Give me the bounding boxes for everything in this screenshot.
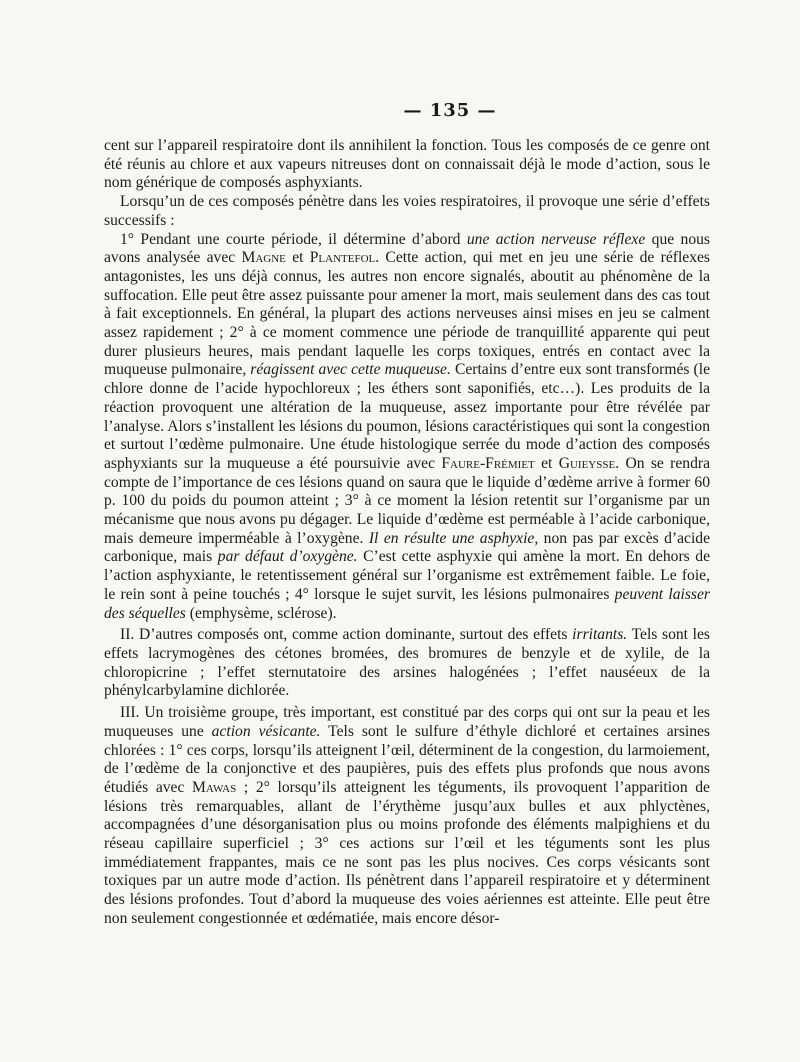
text-segment: cent sur l’appareil respiratoire dont ils annihilent la fonction. Tous les composés de ce genre ont été réunis au chlore et aux vapeurs nitreuses dont on connaissait déjà le mode d’action, sous le nom générique de composés asphyxiants. <box>104 137 710 192</box>
body-text <box>104 137 710 929</box>
paragraph-4 <box>104 626 710 701</box>
italic-text: Il en résulte une asphyxie, <box>368 529 539 547</box>
italic-text: irritants. <box>572 626 628 644</box>
text-segment: C’est cette asphyxie qui amène la mort. En dehors de l’action asphyxiante, le retentissement général sur l’organisme est extrêmement faible. Le foie, le rein sont à peine touchés ; 4° lorsque le sujet survit, les lésions pulmonaires <box>104 548 711 603</box>
paragraph-5 <box>104 704 710 928</box>
text-segment: Tels sont les effets lacrymogènes des cétones bromées, des bromures de benzyle et de xylile, de la chloropicrine ; l’effet sternutatoire des arsines halogénées ; l’effet nauséeux de la phénylcarbylamine dichlorée. <box>104 626 711 700</box>
text-segment: non pas par excès d’acide carbonique, mais <box>104 529 711 566</box>
text-segment: et <box>285 249 310 267</box>
text-segment: que nous avons analysée avec <box>104 230 710 267</box>
author-name: Guieysse <box>558 454 616 472</box>
italic-text: une action nerveuse réflexe <box>466 230 646 248</box>
text-segment: Lorsqu’un de ces composés pénètre dans les voies respiratoires, il provoque une série d’effets successifs : <box>104 193 710 229</box>
italic-text: par défaut d’oxygène. <box>217 548 358 566</box>
text-segment: III. Un troisième groupe, très important, est constitué par des corps qui ont sur la peau et les muqueuses une <box>104 704 710 740</box>
italic-text: peuvent laisser des séquelles <box>104 585 710 622</box>
text-segment: Certains d’entre eux sont transformés (le chlore donne de l’acide hypochloreux ; les éthers sont saponifiés, etc…). Les produits de la réaction provoquent une altération de la muqueuse, assez importante pour être révélée par l’analyse. Alors s’installent les lésions du poumon, lésions caractéristiques qui sont la congestion et surtout l’œdème pulmonaire. Une étude histologique serrée du mode d’action des composés asphyxiants sur la muqueuse a été poursuivie avec <box>104 361 710 472</box>
text-segment: . On se rendra compte de l’importance de ces lésions quand on saura que le liquide d’œdème arrive à former 60 p. 100 du poids du poumon atteint ; 3° à ce moment la lésion retentit sur l’organisme par un mécanisme que nous avons pu dégager. Le liquide d’œdème est perméable à l’acide carbonique, mais demeure imperméable à l’oxygène. <box>104 454 710 547</box>
text-segment: ; 2° lorsqu’ils atteignent les téguments, ils provoquent l’apparition de lésions très remarquables, allant de l’érythème jusqu’aux bulles et aux phlyctènes, accompagnées d’une désorganisation plus ou moins profonde des éléments malpighiens et du réseau capillaire superficiel ; 3° ces actions sur l’œil et les téguments sont les plus immédiatement frappantes, mais ce ne sont pas les plus nocives. Ces corps vésicants sont toxiques par un autre mode d’action. Ils pénètrent dans l’appareil respiratoire et y déterminent des lésions profondes. Tout d’abord la muqueuse des voies aériennes est atteinte. Elle peut être non seulement congestionnée et œdématiée, mais encore désor- <box>104 778 710 927</box>
author-name: Faure-Frémiet <box>441 454 535 472</box>
italic-text: action vésicante. <box>211 722 321 740</box>
text-segment: Tels sont le sulfure d’éthyle dichloré et certaines arsines chlorées : 1° ces corps, lorsqu’ils atteignent l’œil, déterminent de la congestion, du larmoiement, de l’œdème de la conjonctive et des paupières, puis des effets plus profonds que nous avons étudiés avec <box>104 722 711 796</box>
italic-text: réagissent avec cette muqueuse. <box>250 361 451 379</box>
author-name: Mawas <box>192 778 237 796</box>
text-segment: et <box>534 454 559 472</box>
text-segment: II. D’autres composés ont, comme action dominante, surtout des effets <box>120 626 573 644</box>
paragraph-2 <box>104 193 710 230</box>
page-number: — 135 — <box>403 100 497 121</box>
paragraph-3 <box>104 231 710 624</box>
text-segment: (emphysème, sclérose). <box>185 604 337 622</box>
text-segment: 1° Pendant une courte période, il détermine d’abord <box>120 230 467 248</box>
author-name: Plantefol <box>309 249 376 267</box>
author-name: Magne <box>241 249 286 267</box>
paragraph-1 <box>104 137 710 193</box>
text-segment: . Cette action, qui met en jeu une série de réflexes antagonistes, les uns déjà connus, les autres non encore signalés, aboutit au phénomène de la suffocation. Elle peut être assez puissante pour amener la mort, mais seulement dans des cas tout à fait exceptionnels. En général, la plupart des actions nerveuses ainsi mises en jeu se calment assez rapidement ; 2° à ce moment commence une période de tranquillité apparente qui peut durer plusieurs heures, mais pendant laquelle les corps toxiques, entrés en contact avec la muqueuse pulmonaire, <box>104 249 710 379</box>
